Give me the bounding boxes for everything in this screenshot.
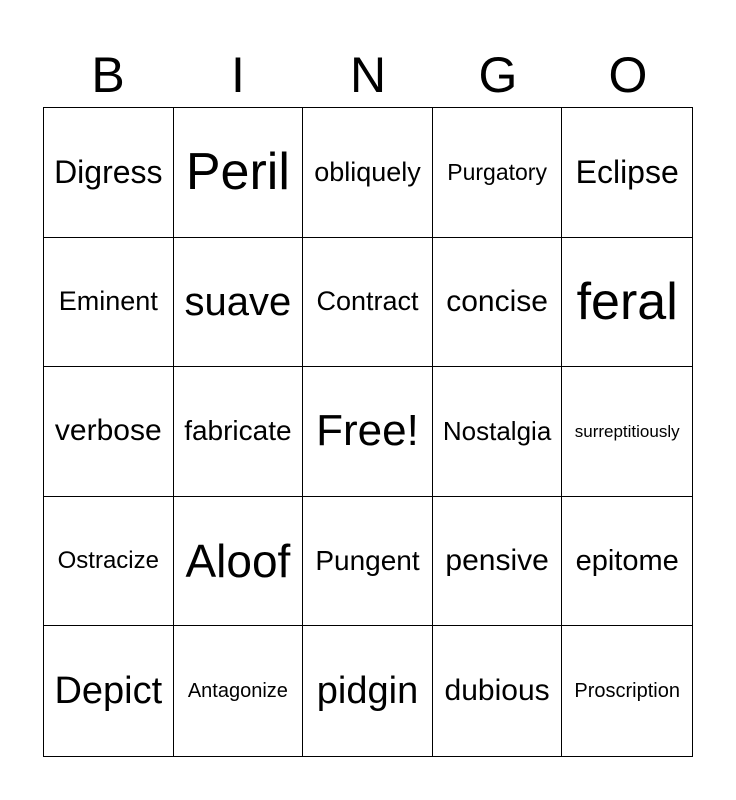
bingo-cell-r1c2[interactable]: Peril [174,108,304,238]
bingo-cell-r1c3[interactable]: obliquely [303,108,433,238]
bingo-cell-r3c2[interactable]: fabricate [174,367,304,497]
bingo-cell-r1c5[interactable]: Eclipse [562,108,692,238]
header-letter-i: I [231,47,245,103]
bingo-cell-r3c4[interactable]: Nostalgia [433,367,563,497]
header-letter-o: O [608,47,648,103]
bingo-cell-r5c1[interactable]: Depict [44,626,174,756]
bingo-cell-r4c2[interactable]: Aloof [174,497,304,627]
bingo-header [43,44,693,106]
header-letter-b: B [91,47,125,103]
header-letter-g: G [478,47,518,103]
bingo-cell-r1c1[interactable]: Digress [44,108,174,238]
bingo-cell-r2c1[interactable]: Eminent [44,238,174,368]
header-letter-n: N [349,47,387,103]
bingo-cell-r2c5[interactable]: feral [562,238,692,368]
bingo-cell-r1c4[interactable]: Purgatory [433,108,563,238]
bingo-cell-r2c3[interactable]: Contract [303,238,433,368]
bingo-cell-r4c3[interactable]: Pungent [303,497,433,627]
bingo-cell-r4c5[interactable]: epitome [562,497,692,627]
bingo-cell-r3c5[interactable]: surreptitiously [562,367,692,497]
bingo-cell-free[interactable]: Free! [303,367,433,497]
bingo-cell-r2c4[interactable]: concise [433,238,563,368]
bingo-cell-r3c1[interactable]: verbose [44,367,174,497]
bingo-cell-r4c4[interactable]: pensive [433,497,563,627]
bingo-cell-r5c4[interactable]: dubious [433,626,563,756]
bingo-cell-r5c2[interactable]: Antagonize [174,626,304,756]
bingo-cell-r5c3[interactable]: pidgin [303,626,433,756]
bingo-cell-r5c5[interactable]: Proscription [574,680,680,703]
bingo-cell-r2c2[interactable]: suave [174,238,304,368]
bingo-cell-r4c1[interactable]: Ostracize [44,497,174,627]
bingo-card [43,107,693,757]
